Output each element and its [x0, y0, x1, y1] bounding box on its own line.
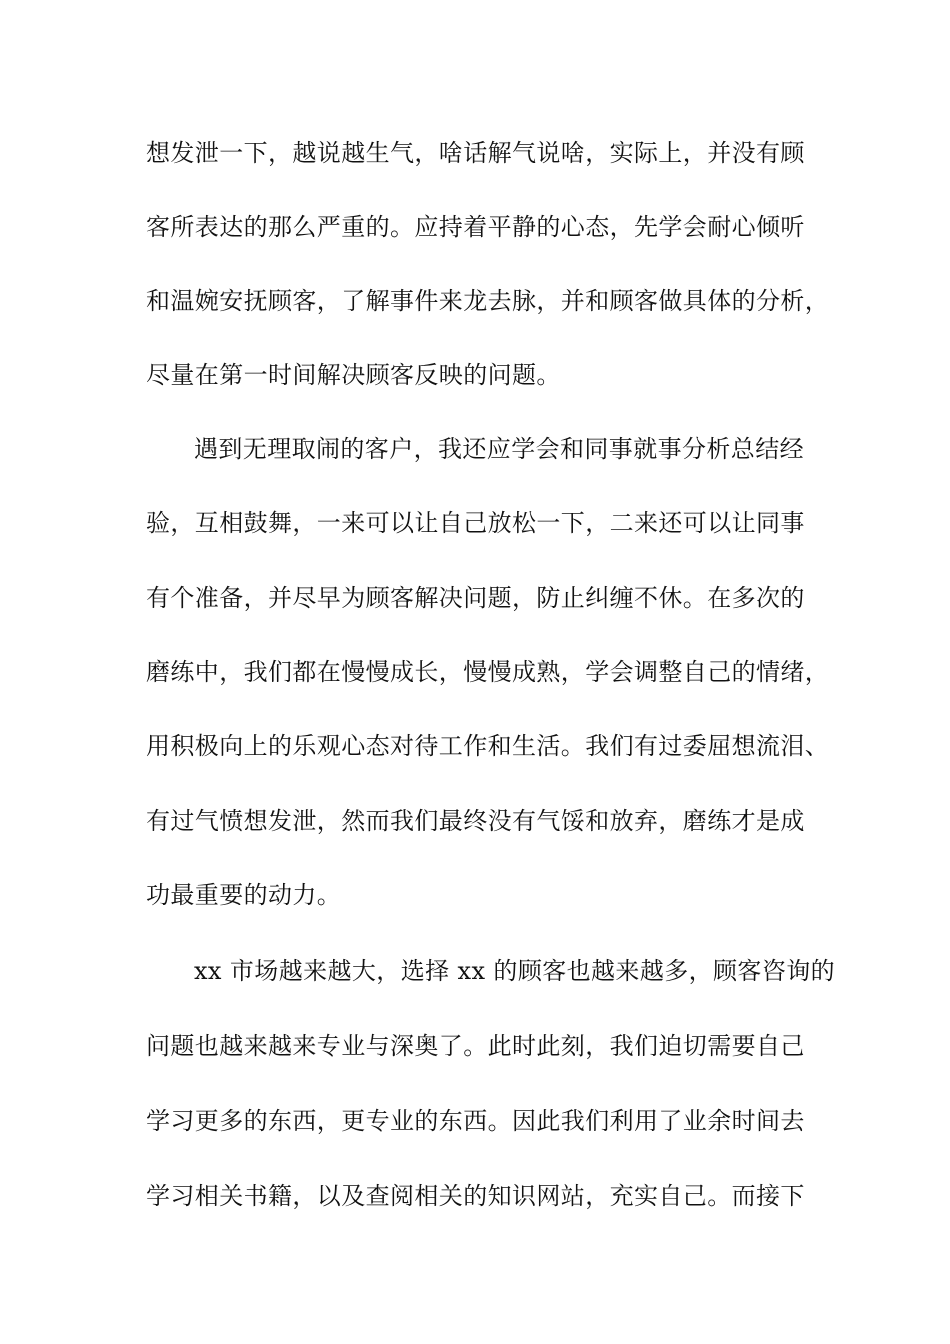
- text-line: 学习相关书籍，以及查阅相关的知识网站，充实自己。而接下: [146, 1182, 805, 1210]
- text-line: 用积极向上的乐观心态对待工作和生活。我们有过委屈想流泪、: [146, 732, 830, 760]
- paragraph-first-line: xx 市场越来越大，选择 xx 的顾客也越来越多，顾客咨询的: [194, 957, 836, 985]
- text-line: 学习更多的东西，更专业的东西。因此我们利用了业余时间去: [146, 1107, 805, 1135]
- text-line: 客所表达的那么严重的。应持着平静的心态，先学会耐心倾听: [146, 213, 805, 241]
- text-line: 想发泄一下，越说越生气，啥话解气说啥，实际上，并没有顾: [146, 139, 805, 167]
- text-line: 有个准备，并尽早为顾客解决问题，防止纠缠不休。在多次的: [146, 584, 805, 612]
- text-line: 功最重要的动力。: [146, 881, 342, 909]
- text-line: 磨练中，我们都在慢慢成长，慢慢成熟，学会调整自己的情绪，: [146, 658, 830, 686]
- text-line: 验，互相鼓舞，一来可以让自己放松一下，二来还可以让同事: [146, 509, 805, 537]
- text-line: 问题也越来越来专业与深奥了。此时此刻，我们迫切需要自己: [146, 1032, 805, 1060]
- text-line: 有过气愤想发泄，然而我们最终没有气馁和放弃，磨练才是成: [146, 807, 805, 835]
- paragraph-first-line: 遇到无理取闹的客户，我还应学会和同事就事分析总结经: [194, 435, 804, 463]
- text-line: 和温婉安抚顾客，了解事件来龙去脉，并和顾客做具体的分析，: [146, 287, 830, 315]
- text-line: 尽量在第一时间解决顾客反映的问题。: [146, 361, 561, 389]
